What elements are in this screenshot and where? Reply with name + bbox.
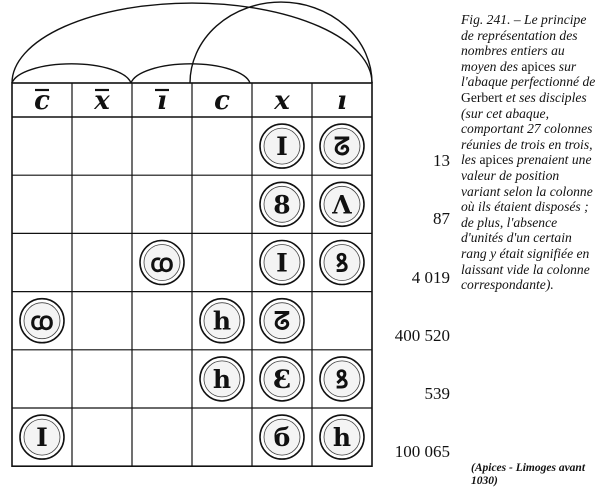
column-header-5: x [274, 86, 290, 116]
apex-token [260, 124, 304, 168]
right-arch [190, 2, 372, 83]
caption-segment: prenaient une valeur de position variant selon la colonne où ils étaient disposés ; de plus, l'absence d'unités d'un certain rang y était signifiée en laissant vide la colonne correspondante). [461, 152, 593, 293]
apex-token [260, 299, 304, 343]
apex-token [260, 415, 304, 459]
apex-token [260, 357, 304, 401]
apex-glyph: h [212, 364, 232, 394]
apex-glyph: ᘔ [273, 306, 291, 336]
column-header-4: c [214, 86, 230, 116]
row-value: 100 065 [394, 442, 450, 462]
apex-token [200, 299, 244, 343]
apex-glyph: I [276, 248, 288, 278]
column-headers [34, 86, 347, 116]
caption-segment: Fig. 241. – Le principe de représentation des nombres entiers au moyen des [461, 12, 587, 74]
apex-glyph: б [273, 423, 291, 453]
row-value: 87 [433, 209, 450, 229]
apex-glyph: h [332, 423, 352, 453]
column-header-6: ı [337, 86, 347, 116]
apex-token [140, 241, 184, 285]
apex-glyph: 8 [273, 190, 291, 220]
apex-token [320, 415, 364, 459]
apex-token [320, 357, 364, 401]
caption-segment: apices [521, 58, 556, 74]
caption-segment: sur l'abaque perfectionné de [461, 58, 596, 90]
apex-glyph: ꝸ [335, 248, 349, 278]
apex-token [260, 182, 304, 226]
caption-segment: apices [479, 152, 514, 168]
row-value: 4 019 [411, 267, 450, 287]
figure-credit: (Apices - Limoges avant 1030) [471, 462, 586, 487]
column-header-2: x [94, 86, 110, 116]
left-arch [12, 3, 372, 83]
apex-glyph: ꭃ [30, 306, 54, 336]
apex-glyph: h [212, 306, 232, 336]
apex-glyph: I [36, 423, 48, 453]
row-value: 539 [424, 383, 450, 403]
column-header-3: ı [157, 86, 167, 116]
apex-token [260, 241, 304, 285]
apex-glyph: I [276, 132, 288, 162]
caption-segment: et ses disciples (sur cet abaque, comportant 27 colonnes réunies de trois en trois, les [461, 89, 593, 168]
row-value: 400 520 [394, 325, 450, 345]
apex-glyph: Ʌ [332, 190, 352, 220]
apex-token [20, 299, 64, 343]
apex-token [320, 182, 364, 226]
arches [12, 2, 372, 83]
apex-glyph: ꝸ [335, 364, 349, 394]
apex-glyph: ꭃ [150, 248, 174, 278]
row-value: 13 [433, 151, 450, 171]
small-arch-1 [12, 64, 131, 83]
apex-glyph: ᘔ [333, 132, 351, 162]
figure-caption [461, 12, 597, 293]
column-header-1: c [34, 86, 50, 116]
apex-token [320, 241, 364, 285]
abacus-grid [12, 83, 372, 466]
apex-token [200, 357, 244, 401]
apex-token [320, 124, 364, 168]
apex-glyph: Ꜫ [273, 364, 291, 394]
caption-segment: Gerbert [461, 89, 503, 105]
apex-token [20, 415, 64, 459]
